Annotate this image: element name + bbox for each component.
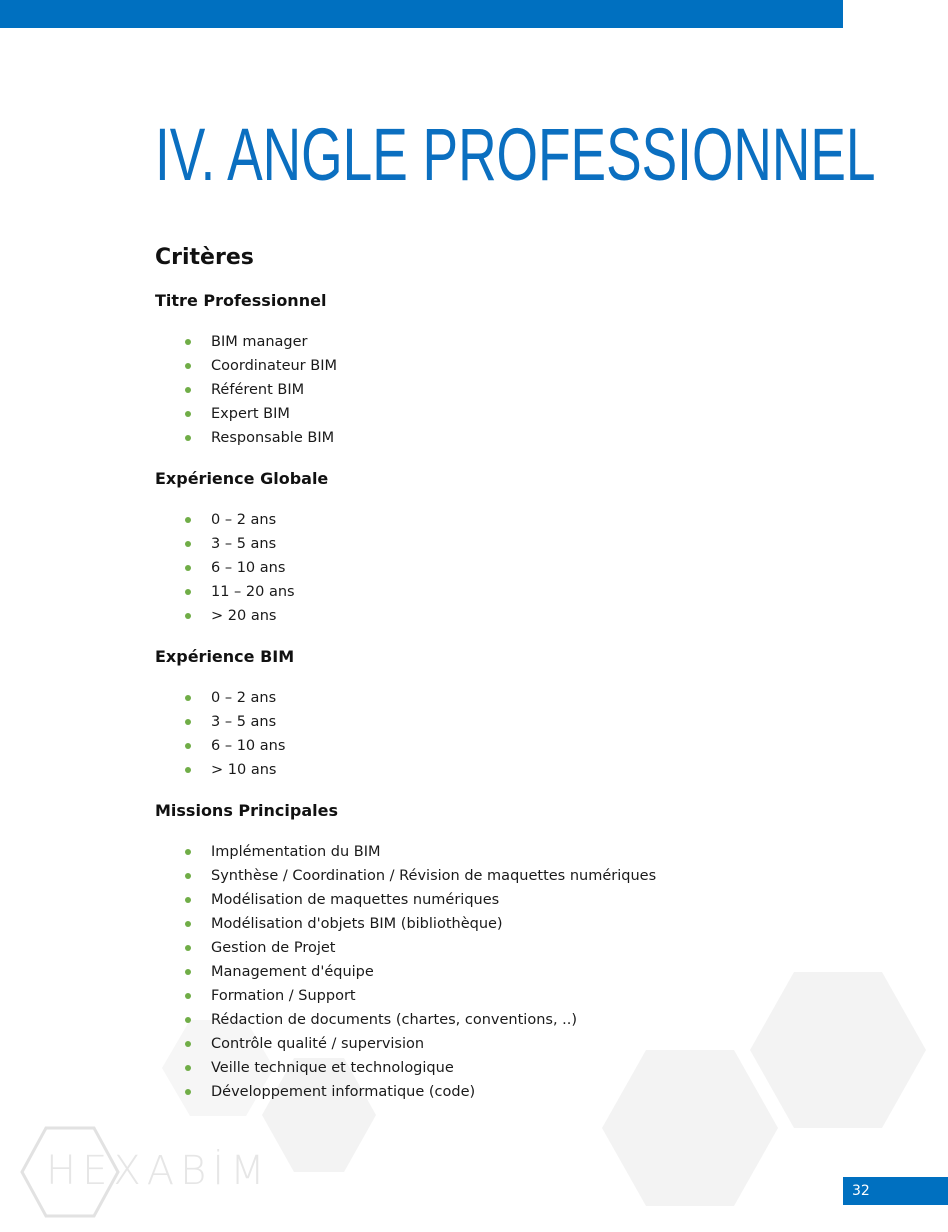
page-number: 32 [843,1177,948,1205]
list-item [155,330,888,354]
list-item-text: 6 – 10 ans [211,560,286,576]
bullet-icon [185,1089,191,1095]
list-item-text: Veille technique et technologique [211,1060,454,1076]
criteria-group [155,800,888,1104]
list-item-text: > 20 ans [211,608,277,624]
list-item [155,580,888,604]
list-item-text: 0 – 2 ans [211,690,277,706]
list-item-text: Responsable BIM [211,430,335,446]
list-item [155,864,888,888]
bullet-list [155,330,888,450]
bullet-icon [185,517,191,523]
bullet-icon [185,743,191,749]
list-item [155,840,888,864]
list-item [155,1080,888,1104]
list-item [155,556,888,580]
list-item-text: Coordinateur BIM [211,358,337,374]
list-item-text: > 10 ans [211,762,277,778]
list-item-text: 6 – 10 ans [211,738,286,754]
list-item [155,426,888,450]
bullet-icon [185,613,191,619]
list-item [155,734,888,758]
bullet-list [155,686,888,782]
group-title: Expérience Globale [155,469,329,488]
bullet-icon [185,767,191,773]
list-item [155,960,888,984]
list-item-text: Gestion de Projet [211,940,336,956]
list-item-text: 11 – 20 ans [211,584,295,600]
list-item [155,1056,888,1080]
bullet-list [155,840,888,1104]
bullet-icon [185,1065,191,1071]
group-title: Titre Professionnel [155,291,327,310]
bullet-icon [185,363,191,369]
list-item [155,402,888,426]
list-item-text: Expert BIM [211,406,290,422]
bullet-icon [185,945,191,951]
list-item [155,532,888,556]
list-item [155,354,888,378]
list-item [155,984,888,1008]
list-item-text: Modélisation d'objets BIM (bibliothèque) [211,916,503,932]
list-item [155,1032,888,1056]
bullet-icon [185,1041,191,1047]
list-item [155,508,888,532]
list-item [155,1008,888,1032]
bullet-icon [185,921,191,927]
page-title: IV. ANGLE PROFESSIONNEL [155,113,876,196]
group-title: Missions Principales [155,801,338,820]
list-item-text: Référent BIM [211,382,305,398]
page-content [155,110,888,1104]
bullet-icon [185,695,191,701]
list-item-text: Formation / Support [211,988,356,1004]
criteria-group [155,468,888,628]
list-item [155,936,888,960]
bullet-list [155,508,888,628]
bullet-icon [185,993,191,999]
bullet-icon [185,719,191,725]
bullet-icon [185,411,191,417]
group-title: Expérience BIM [155,647,295,666]
bullet-icon [185,435,191,441]
bullet-icon [185,339,191,345]
bullet-icon [185,565,191,571]
list-item-text: Modélisation de maquettes numériques [211,892,500,908]
bullet-icon [185,969,191,975]
list-item-text: 0 – 2 ans [211,512,277,528]
list-item [155,912,888,936]
list-item-text: Développement informatique (code) [211,1084,476,1100]
bullet-icon [185,589,191,595]
list-item-text: Synthèse / Coordination / Révision de maquettes numériques [211,868,657,884]
list-item [155,710,888,734]
bullet-icon [185,849,191,855]
list-item [155,758,888,782]
list-item [155,888,888,912]
criteria-groups [155,290,888,1104]
bullet-icon [185,1017,191,1023]
list-item-text: Management d'équipe [211,964,374,980]
list-item [155,604,888,628]
bullet-icon [185,873,191,879]
bullet-icon [185,387,191,393]
list-item-text: Implémentation du BIM [211,844,381,860]
list-item-text: BIM manager [211,334,308,350]
list-item-text: Contrôle qualité / supervision [211,1036,425,1052]
list-item-text: 3 – 5 ans [211,536,277,552]
list-item-text: Rédaction de documents (chartes, conventions, ..) [211,1012,578,1028]
bullet-icon [185,541,191,547]
list-item [155,686,888,710]
section-heading: Critères [155,245,254,270]
criteria-group [155,290,888,450]
logo-text: HEXABİM [46,1148,271,1194]
bullet-icon [185,897,191,903]
criteria-group [155,646,888,782]
list-item [155,378,888,402]
list-item-text: 3 – 5 ans [211,714,277,730]
